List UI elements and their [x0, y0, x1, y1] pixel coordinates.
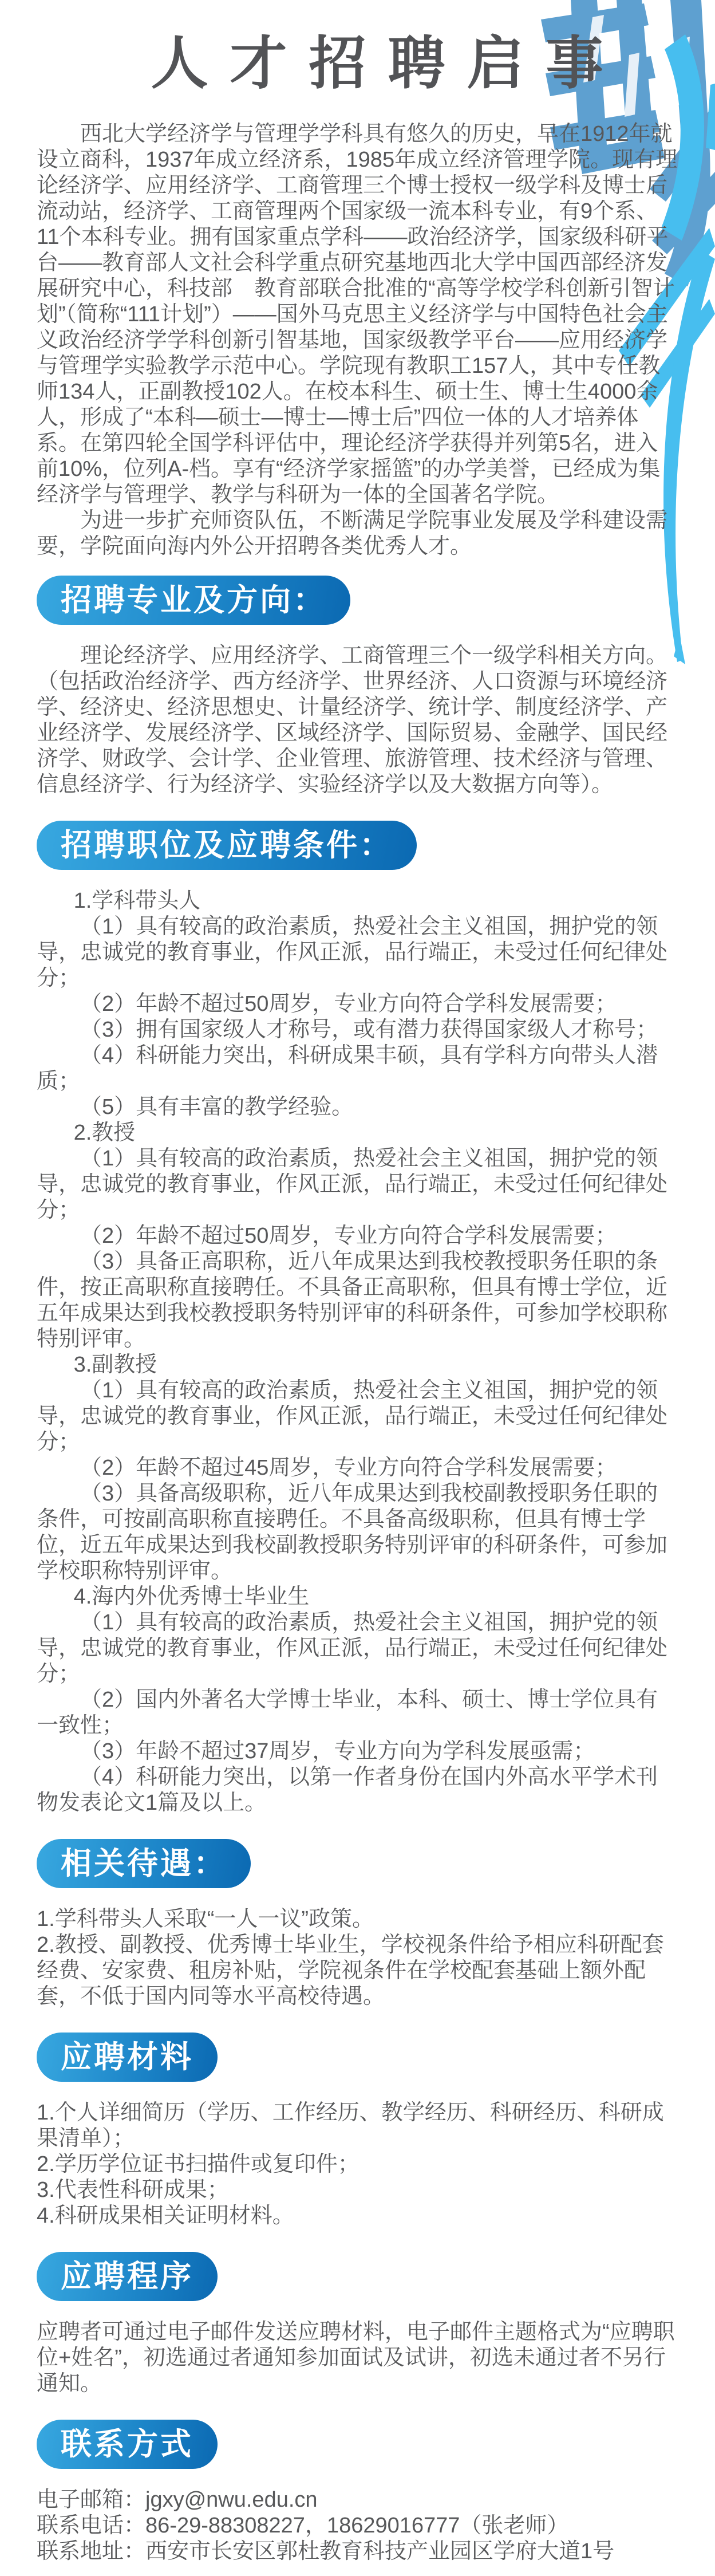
body-paragraph: 应聘者可通过电子邮件发送应聘材料，电子邮件主题格式为“应聘职位+姓名”，初选通过者通知参加面试及试讲，初选未通过者不另行通知。 [37, 2320, 675, 2396]
section-heading-pill-procedure: 应聘程序 [37, 2252, 218, 2301]
position-condition: （1）具有较高的政治素质，热爱社会主义祖国，拥护党的领导，忠诚党的教育事业，作风正派，品行端正，未受过任何纪律处分； [37, 1147, 668, 1222]
position-condition: （2）年龄不超过50周岁，专业方向符合学科发展需要； [80, 992, 617, 1016]
section-majors-body [37, 643, 680, 798]
contact-address-line [37, 2539, 680, 2565]
intro-block [37, 121, 680, 560]
section-positions-body [37, 888, 680, 1816]
body-paragraph: 3.代表性科研成果； [37, 2178, 229, 2202]
position-condition: （4）科研能力突出，以第一作者身份在国内外高水平学术刊物发表论文1篇及以上。 [37, 1765, 658, 1815]
position-condition: （2）年龄不超过50周岁，专业方向符合学科发展需要； [80, 1224, 617, 1248]
section-heading-pill-contact: 联系方式 [37, 2420, 218, 2469]
section-procedure-body [37, 2319, 680, 2397]
contact-email-label: 电子邮箱： [37, 2488, 146, 2512]
contact-email-value: jgxy@nwu.edu.cn [145, 2488, 318, 2512]
contact-phone-value: 86-29-88308227，18629016777（张老师） [145, 2514, 569, 2538]
page-title: 人才招聘启事 [151, 31, 625, 96]
position-condition: （3）拥有国家级人才称号，或有潜力获得国家级人才称号； [80, 1018, 658, 1042]
position-condition: （4）科研能力突出，科研成果丰硕，具有学科方向带头人潜质； [37, 1043, 658, 1093]
position-title: 1.学科带头人 [73, 889, 201, 913]
section-heading-pill-majors: 招聘专业及方向： [37, 576, 350, 625]
position-condition: （3）年龄不超过37周岁，专业方向为学科发展亟需； [80, 1739, 595, 1763]
position-title: 2.教授 [73, 1121, 136, 1145]
body-paragraph: 2.教授、副教授、优秀博士毕业生，学校视条件给予相应科研配套经费、安家费、租房补贴，学院视条件在学校配套基础上额外配套，不低于国内同等水平高校待遇。 [37, 1933, 664, 2008]
section-materials-body [37, 2100, 680, 2229]
intro-paragraph: 为进一步扩充师资队伍，不断满足学院事业发展及学科建设需要，学院面向海内外公开招聘各类优秀人才。 [37, 509, 668, 558]
position-title: 4.海内外优秀博士毕业生 [73, 1585, 310, 1609]
position-condition: （3）具备高级职称，近八年成果达到我校副教授职务任职的条件，可按副高职称直接聘任。不具备高级职称，但具有博士学位，近五年成果达到我校副教授职务特别评审的科研条件，可参加学校职称特别评审。 [37, 1482, 668, 1583]
section-heading-row [37, 576, 680, 625]
section-benefits-body [37, 1907, 680, 2010]
section-heading-row [37, 821, 680, 870]
contact-address-label: 联系地址： [37, 2539, 146, 2563]
contact-phone-label: 联系电话： [37, 2514, 146, 2538]
section-heading-row [37, 2252, 680, 2301]
position-condition: （3）具备正高职称，近八年成果达到我校教授职务任职的条件，按正高职称直接聘任。不具备正高职称，但具有博士学位，近五年成果达到我校教授职务特别评审的科研条件，可参加学校职称特别评审。 [37, 1250, 668, 1351]
position-condition: （5）具有丰富的教学经验。 [80, 1095, 354, 1119]
section-heading-row [37, 2420, 680, 2469]
position-condition: （1）具有较高的政治素质，热爱社会主义祖国，拥护党的领导，忠诚党的教育事业，作风正派，品行端正，未受过任何纪律处分； [37, 1378, 668, 1454]
body-paragraph: 理论经济学、应用经济学、工商管理三个一级学科相关方向。（包括政治经济学、西方经济学、世界经济、人口资源与环境经济学、经济史、经济思想史、计量经济学、统计学、制度经济学、产业经济学、发展经济学、区域经济学、国际贸易、金融学、国民经济学、财政学、会计学、企业管理、旅游管理、技术经济与管理、信息经济学、行为经济学、实验经济学以及大数据方向等）。 [37, 644, 668, 797]
section-contact-body [37, 2487, 680, 2565]
position-condition: （2）国内外著名大学博士毕业，本科、硕士、博士学位具有一致性； [37, 1688, 658, 1738]
body-paragraph: 1.学科带头人采取“一人一议”政策。 [37, 1907, 374, 1931]
position-condition: （2）年龄不超过45周岁，专业方向符合学科发展需要； [80, 1456, 617, 1480]
body-paragraph: 2.学历学位证书扫描件或复印件； [37, 2152, 360, 2176]
section-heading-pill-benefits: 相关待遇： [37, 1839, 251, 1888]
section-heading-pill-positions: 招聘职位及应聘条件： [37, 821, 417, 870]
contact-address-value: 西安市长安区郭杜教育科技产业园区学府大道1号 [145, 2539, 615, 2563]
section-heading-pill-materials: 应聘材料 [37, 2033, 218, 2082]
section-heading-row [37, 1839, 680, 1888]
contact-email-line [37, 2487, 680, 2513]
body-paragraph: 4.科研成果相关证明材料。 [37, 2204, 294, 2228]
section-heading-row [37, 2033, 680, 2082]
body-paragraph: 1.个人详细简历（学历、工作经历、教学经历、科研经历、科研成果清单）； [37, 2101, 664, 2150]
position-condition: （1）具有较高的政治素质，热爱社会主义祖国，拥护党的领导，忠诚党的教育事业，作风正派，品行端正，未受过任何纪律处分； [37, 915, 668, 990]
position-condition: （1）具有较高的政治素质，热爱社会主义祖国，拥护党的领导，忠诚党的教育事业，作风正派，品行端正，未受过任何纪律处分； [37, 1610, 668, 1686]
position-title: 3.副教授 [73, 1353, 157, 1377]
contact-phone-line [37, 2513, 680, 2539]
intro-paragraph: 西北大学经济学与管理学学科具有悠久的历史，早在1912年就设立商科，1937年成立经济系，1985年成立经济管理学院。现有理论经济学、应用经济学、工商管理三个博士授权一级学科及博士后流动站，经济学、工商管理两个国家级一流本科专业，有9个系、11个本科专业。拥有国家重点学科——政治经济学，国家级科研平台——教育部人文社会科学重点研究基地西北大学中国西部经济发展研究中心，科技部 教育部联合批准的“高等学校学科创新引智计划”（简称“111计划”）——国外马克思主义经济学与中国特色社会主义政治经济学学科创新引智基地，国家级教学平台——应用经济学与管理学实验教学示范中心。学院现有教职工157人，其中专任教师134人，正副教授102人。在校本科生、硕士生、博士生4000余人，形成了“本科—硕士—博士—博士后”四位一体的人才培养体系。在第四轮全国学科评估中，理论经济学获得并列第5名，进入前10%，位列A-档。享有“经济学家摇篮”的办学美誉，已经成为集经济学与管理学、教学与科研为一体的全国著名学院。 [37, 122, 678, 507]
